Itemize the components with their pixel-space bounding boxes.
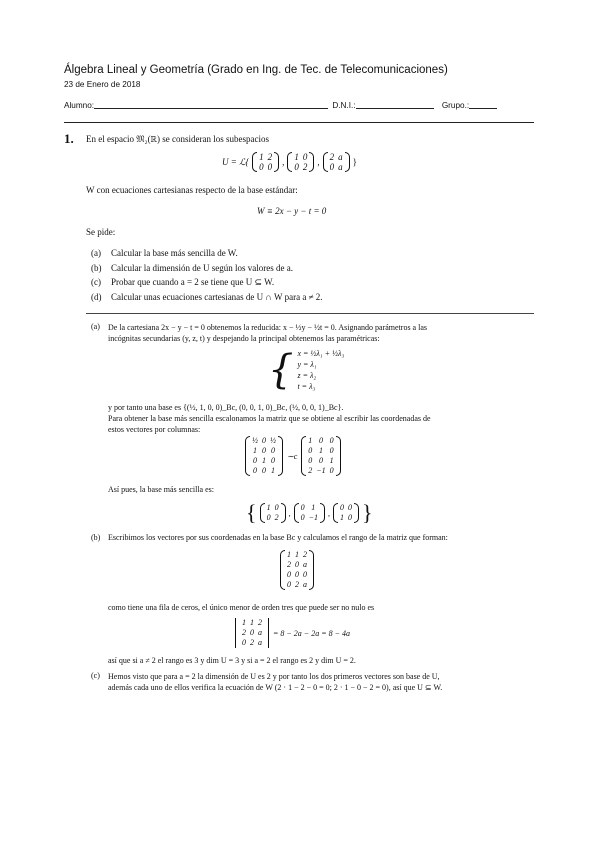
w-description: W con ecuaciones cartesianas respecto de la base estándar: <box>86 185 298 195</box>
matrix-cell: 2 <box>303 550 307 559</box>
sol-b-label: (b) <box>91 533 101 542</box>
matrix-cell: 1 <box>295 550 299 559</box>
matrix-cell: a <box>258 638 262 647</box>
matrix-cell: 0 <box>300 503 305 512</box>
matrix-a-right <box>301 436 340 476</box>
u-definition: U = ℒ{ 1 2 0 0 , 1 0 0 2 , 2 a 0 a } <box>222 152 357 172</box>
sol-b-text: Escribimos los vectores por sus coordenadas en la base Bc y calculamos el rango de la matriz que forman: <box>108 533 448 542</box>
determinant-result: = 8 − 2a − 2a = 8 − 4a <box>273 628 350 638</box>
matrix-cell: 1 <box>311 503 316 512</box>
sol-c-label: (c) <box>91 671 100 680</box>
sol-a-label: (a) <box>91 322 100 331</box>
matrix-cell: 0 <box>329 436 334 445</box>
matrix-cell: ½ <box>252 436 258 445</box>
rank-matrix-wrap <box>280 550 314 590</box>
u-def-label: U = ℒ{ <box>222 156 250 167</box>
matrix-cell: 1 <box>266 503 271 512</box>
matrix-cell: 0 <box>294 162 299 172</box>
matrix-cell: 1 <box>253 446 257 455</box>
matrix-table <box>306 436 335 476</box>
sol-a-text-2: y por tanto una base es {(½, 1, 0, 0)_Bc, (0, 0, 1, 0)_Bc, (½, 0, 0, 1)_Bc}. Para obtener la base más sencilla escalonamos la matriz que se obtiene al escribir las coordenadas de estos vectores por columnas: <box>108 403 431 434</box>
matrix-cell: 0 <box>262 466 266 475</box>
matrix-cell: 2 <box>329 152 335 162</box>
matrix-cell: 0 <box>347 513 352 522</box>
basis-matrix-1 <box>260 503 286 523</box>
matrix-cell: 0 <box>329 446 334 455</box>
matrix-a-left <box>245 436 283 476</box>
column-equivalence: ∼c <box>287 451 298 461</box>
matrix-cell: 1 <box>271 466 275 475</box>
matrix-cell: 0 <box>318 436 323 445</box>
matrix-cell: −1 <box>308 513 318 522</box>
matrix-cell: 1 <box>287 550 291 559</box>
matrix-table <box>285 550 309 590</box>
matrix-cell: 0 <box>302 152 308 162</box>
matrix-cell: a <box>303 560 307 569</box>
matrix-cell: 0 <box>242 638 246 647</box>
matrix-cell: 1 <box>262 456 266 465</box>
matrix-cell: 1 <box>308 436 313 445</box>
left-brace: { <box>268 347 294 393</box>
matrix-cell: 0 <box>259 162 264 172</box>
parametric-system: { x = ½λ₁ + ½λ₃ y = λ₁ z = λ₂ t = λ₃ <box>268 347 345 393</box>
matrix-cell: a <box>303 580 307 589</box>
part-d: (d) Calcular unas ecuaciones cartesianas de U ∩ W para a ≠ 2. <box>91 291 323 302</box>
basis-matrix-3 <box>333 503 359 523</box>
matrix-cell: 1 <box>318 446 323 455</box>
matrix-cell: 2 <box>308 466 313 475</box>
u-matrix-2 <box>287 152 314 172</box>
dni-label: D.N.I.: <box>332 101 356 110</box>
matrix-cell: −1 <box>316 466 326 475</box>
matrix-cell: 2 <box>274 513 279 522</box>
matrix-cell: 1 <box>294 152 299 162</box>
matrix-table <box>299 503 320 523</box>
basis-matrix-2 <box>294 503 325 523</box>
student-fields <box>64 99 497 110</box>
matrix-cell: 0 <box>295 560 299 569</box>
matrix-cell: 0 <box>271 446 275 455</box>
part-a: (a) Calcular la base más sencilla de W. <box>91 248 238 258</box>
matrix-cell: 1 <box>250 618 254 627</box>
matrix-cell: 0 <box>287 570 291 579</box>
part-b: (b) Calcular la dimensión de U según los valores de a. <box>91 262 293 273</box>
matrix-cell: 0 <box>253 456 257 465</box>
matrix-table <box>328 152 345 172</box>
matrix-table <box>338 503 354 523</box>
matrix-table <box>265 503 281 523</box>
matrix-cell: 2 <box>267 152 273 162</box>
rank-matrix <box>280 550 314 590</box>
minor-determinant <box>235 618 269 648</box>
exam-date: 23 de Enero de 2018 <box>64 80 141 89</box>
matrix-cell: 0 <box>300 513 305 522</box>
echelon-matrices <box>245 436 341 476</box>
matrix-cell: 1 <box>329 456 334 465</box>
matrix-cell: 2 <box>250 638 254 647</box>
exam-title: Álgebra Lineal y Geometría (Grado en Ing. de Tec. de Telecomunicaciones) <box>64 64 448 76</box>
matrix-cell: 2 <box>295 580 299 589</box>
matrix-cell: 0 <box>329 466 334 475</box>
sol-b-text-2: como tiene una fila de ceros, el único menor de orden tres que puede ser no nulo es <box>108 603 375 612</box>
matrix-table <box>250 436 278 476</box>
matrix-cell: 0 <box>253 466 257 475</box>
problem-parts <box>91 246 323 304</box>
matrix-cell: 0 <box>287 580 291 589</box>
matrix-cell: 0 <box>274 503 279 512</box>
matrix-cell: 0 <box>308 446 313 455</box>
w-equation: W ≡ 2x − y − t = 0 <box>257 206 327 216</box>
part-c: (c) Probar que cuando a = 2 se tiene que U ⊆ W. <box>91 277 275 287</box>
matrix-cell: 0 <box>308 456 313 465</box>
sol-c-text: Hemos visto que para a = 2 la dimensión de U es 2 y por tanto los dos primeros vectores son base de U, además cada uno de ellos verifica la ecuación de W (2 · 1 − 2 − 0 = 0; 2 · 1 − 0 − 2 = 0), así que U ⊆ W. <box>108 672 443 692</box>
matrix-cell: 0 <box>250 628 254 637</box>
matrix-cell: 0 <box>347 503 352 512</box>
matrix-cell: 2 <box>287 560 291 569</box>
matrix-cell: 1 <box>259 152 264 162</box>
matrix-cell: 1 <box>242 618 246 627</box>
matrix-cell: 0 <box>295 570 299 579</box>
simple-basis: { 1 0 0 2 , 0 1 0 −1 , 0 0 1 0 } <box>246 500 373 525</box>
matrix-cell: 0 <box>318 456 323 465</box>
u-matrix-3 <box>323 152 350 172</box>
problem-intro: En el espacio 𝔐₂(ℝ) se consideran los subespacios <box>86 134 269 144</box>
matrix-cell: a <box>258 628 262 637</box>
matrix-cell: ½ <box>270 436 276 445</box>
matrix-cell: 0 <box>266 513 271 522</box>
sol-a-text: De la cartesiana 2x − y − t = 0 obtenemos la reducida: x − ½y − ½t = 0. Asignando parámetros a las incógnitas secundarias (y, z, t) y despejando la principal obtenemos las paramétricas: <box>108 323 427 343</box>
matrix-cell: 0 <box>329 162 335 172</box>
alumno-field[interactable] <box>94 99 328 109</box>
header-divider <box>64 122 534 123</box>
matrix-cell: 2 <box>258 618 262 627</box>
matrix-cell: 0 <box>339 503 344 512</box>
matrix-cell: 0 <box>262 436 266 445</box>
matrix-cell: 0 <box>262 446 266 455</box>
determinant <box>235 618 350 648</box>
grupo-label: Grupo.: <box>441 101 470 110</box>
problem-number: 1. <box>64 131 74 146</box>
grupo-field[interactable] <box>469 99 497 109</box>
matrix-cell: a <box>338 152 343 162</box>
matrix-cell: 0 <box>303 570 307 579</box>
solution-divider <box>86 313 534 314</box>
dni-field[interactable] <box>356 99 434 109</box>
matrix-table <box>240 618 264 648</box>
se-pide: Se pide: <box>86 227 116 237</box>
matrix-cell: a <box>338 162 343 172</box>
matrix-cell: 0 <box>271 456 275 465</box>
matrix-table <box>257 152 274 172</box>
sol-a-text-3: Así pues, la base más sencilla es: <box>108 485 214 494</box>
matrix-cell: 2 <box>302 162 308 172</box>
matrix-table <box>292 152 309 172</box>
matrix-cell: 0 <box>267 162 273 172</box>
matrix-cell: 2 <box>242 628 246 637</box>
u-matrix-1 <box>252 152 279 172</box>
matrix-cell: 1 <box>339 513 344 522</box>
alumno-label: Alumno: <box>64 101 95 110</box>
sol-b-text-3: así que si a ≠ 2 el rango es 3 y dim U = 3 y si a = 2 el rango es 2 y dim U = 2. <box>108 656 356 665</box>
